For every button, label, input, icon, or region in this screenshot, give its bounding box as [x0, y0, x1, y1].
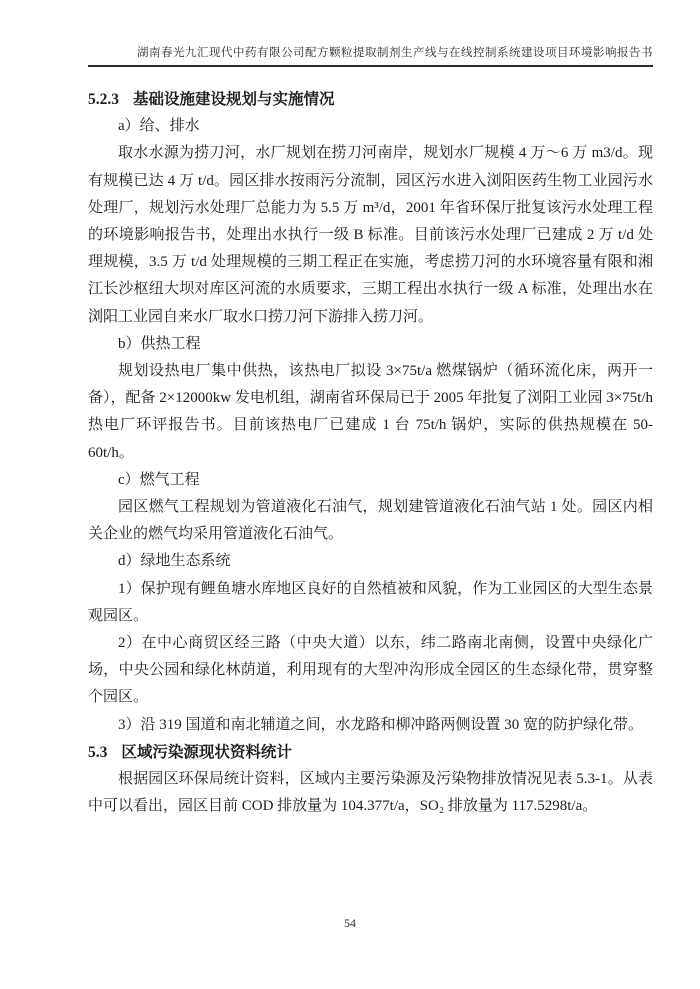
subheading-c-gas: c）燃气工程 [118, 471, 200, 488]
list-item-ecology-1: 1）保护现有鲤鱼塘水库地区良好的自然植被和风貌，作为工业园区的大型生态景观园区。 [88, 580, 653, 624]
list-item-ecology-3: 3）沿 319 国道和南北辅道之间，水龙路和柳冲路两侧设置 30 宽的防护绿化带。 [118, 716, 644, 733]
paragraph-pollution-stats: 根据园区环保局统计资料，区域内主要污染源及污染物排放情况见表 5.3-1。从表中可以看出，园区目前 COD 排放量为 104.377t/a，SO₂ 排放量为 117.5298t/a。 [88, 771, 653, 815]
subheading-b-heating: b）供热工程 [118, 335, 201, 352]
subheading-d-ecology: d）绿地生态系统 [118, 553, 231, 570]
section-heading-5-3 [88, 739, 653, 766]
list-item-ecology-2: 2）在中心商贸区经三路（中央大道）以东，纬二路南北南侧，设置中央绿化广场，中央公园和绿化林荫道，利用现有的大型冲沟形成全园区的生态绿化带，贯穿整个园区。 [88, 635, 653, 706]
paragraph-gas-project: 园区燃气工程规划为管道液化石油气，规划建管道液化石油气站 1 处。园区内相关企业的燃气均采用管道液化石油气。 [88, 499, 653, 543]
subheading-a-water: a）给、排水 [118, 118, 200, 135]
running-header: 湖南春光九汇现代中药有限公司配方颗粒提取制剂生产线与在线控制系统建设项目环境影响报告书 [88, 44, 653, 67]
section-number: 5.2.3 [88, 91, 119, 108]
section-heading-5-2-3 [88, 86, 653, 113]
section-number: 5.3 [88, 743, 108, 761]
document-body [88, 86, 653, 820]
section-title: 基础设施建设规划与实施情况 [133, 91, 335, 108]
paragraph-heating-plant: 规划设热电厂集中供热，该热电厂拟设 3×75t/a 燃煤锅炉（循环流化床，两开一备），配备 2×12000kw 发电机组，湖南省环保局已于 2005 年批复了浏阳工业园 3×75t/h 热电厂环评报告书。目前该热电厂已建成 1 台 75t/h 锅炉，实际的供热规模在 50-60t/h。 [88, 363, 653, 461]
page-number: 54 [344, 916, 356, 930]
paragraph-water-supply: 取水水源为捞刀河，水厂规划在捞刀河南岸，规划水厂规模 4 万～6 万 m3/d。现有规模已达 4 万 t/d。园区排水按雨污分流制，园区污水进入浏阳医药生物工业园污水处理厂，规划污水处理厂总能力为 5.5 万 m³/d，2001 年省环保厅批复该污水处理工程的环境影响报告书，处理出水执行一级 B 标准。目前该污水处理厂已建成 2 万 t/d 处理规模，3.5 万 t/d 处理规模的三期工程正在实施，考虑捞刀河的水环境容量有限和湘江长沙枢纽大坝对库区河流的水质要求，三期工程出水执行一级 A 标准，处理出水在浏阳工业园自来水厂取水口捞刀河下游排入捞刀河。 [88, 145, 653, 325]
section-title: 区域污染源现状资料统计 [121, 743, 292, 761]
